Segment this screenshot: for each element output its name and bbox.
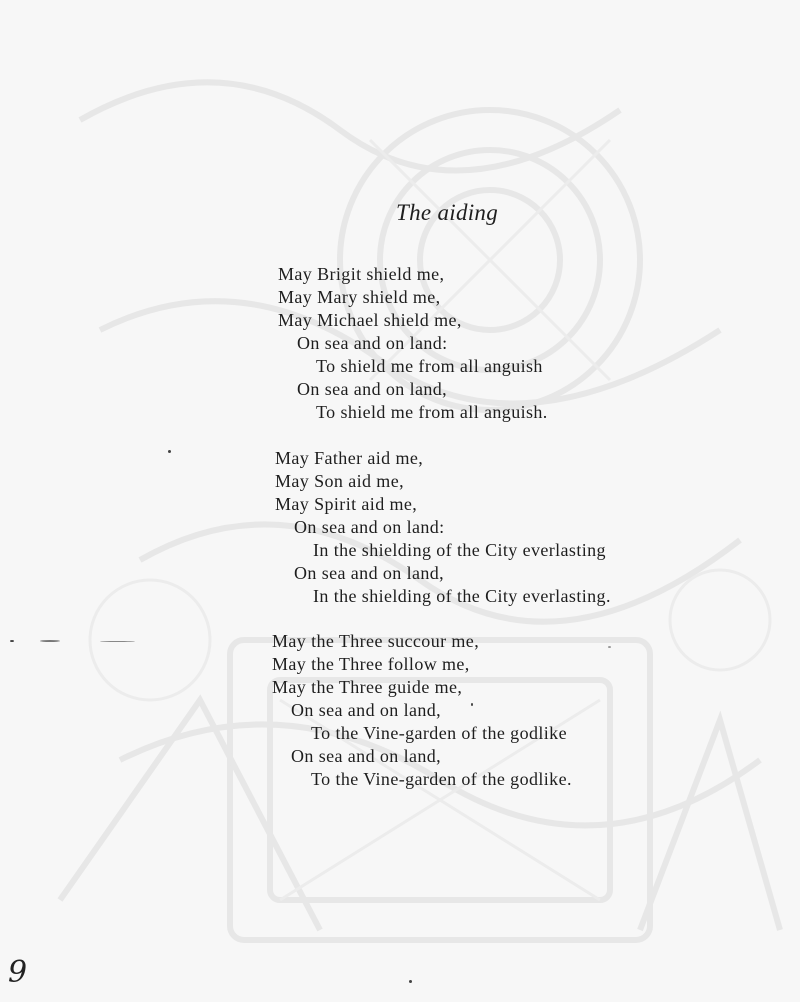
poem-line: On sea and on land, <box>294 563 445 583</box>
scan-speck <box>10 640 14 642</box>
poem-line: May the Three guide me, <box>272 677 463 697</box>
poem-line: To the Vine-garden of the godlike. <box>311 769 572 789</box>
poem-line: To shield me from all anguish <box>316 356 543 376</box>
poem-line: In the shielding of the City everlasting <box>313 540 606 560</box>
poem-line: May Son aid me, <box>275 471 404 491</box>
page-number: 9 <box>8 955 28 990</box>
poem-line: On sea and on land, <box>297 379 448 399</box>
poem-title: The aiding <box>396 200 499 225</box>
poem-line: May Michael shield me, <box>278 310 462 330</box>
poem-line: To the Vine-garden of the godlike <box>311 723 567 743</box>
poem-line: On sea and on land: <box>297 333 448 353</box>
scan-speck <box>168 450 171 453</box>
poem-line: On sea and on land: <box>294 517 445 537</box>
poem-line: In the shielding of the City everlasting. <box>313 586 611 606</box>
poem-line: May Brigit shield me, <box>278 264 445 284</box>
scan-speck <box>100 641 135 642</box>
poem-line: May Mary shield me, <box>278 287 441 307</box>
poem-line: May the Three follow me, <box>272 654 470 674</box>
scan-speck <box>409 980 412 983</box>
poem-line: May the Three succour me, <box>272 631 480 651</box>
poem-line: May Father aid me, <box>275 448 424 468</box>
scan-speck <box>608 646 611 648</box>
poem-line: May Spirit aid me, <box>275 494 418 514</box>
poem-line: To shield me from all anguish. <box>316 402 548 422</box>
poem-line: On sea and on land, <box>291 746 442 766</box>
scan-speck <box>40 640 60 642</box>
scan-speck <box>471 703 473 706</box>
poem-line: On sea and on land, <box>291 700 442 720</box>
